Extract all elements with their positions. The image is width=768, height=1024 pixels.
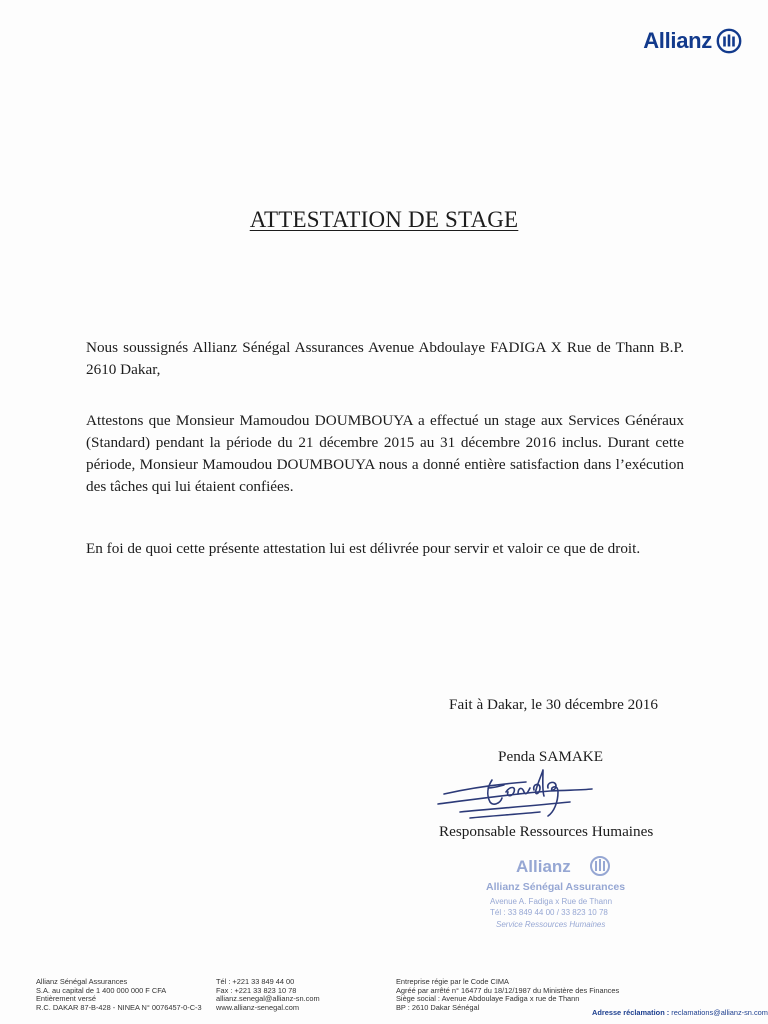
- footer-company-info: [36, 978, 202, 1012]
- complaint-label: Adresse réclamation :: [592, 1008, 670, 1017]
- page-title: [0, 207, 768, 233]
- stamp-line3: Tél : 33 849 44 00 / 33 823 10 78: [490, 908, 608, 917]
- complaint-email[interactable]: reclamations@allianz-sn.com: [671, 1008, 768, 1017]
- footer-line: Allianz Sénégal Assurances: [36, 977, 128, 986]
- footer-email[interactable]: allianz.senegal@allianz-sn.com: [216, 994, 320, 1003]
- allianz-eagle-icon: [716, 28, 742, 54]
- closing-paragraph: En foi de quoi cette présente attestation lui est délivrée pour servir et valoir ce que de droit.: [86, 540, 641, 557]
- footer-fax: Fax : +221 33 823 10 78: [216, 985, 297, 995]
- place-date: Fait à Dakar, le 30 décembre 2016: [449, 696, 658, 713]
- footer-line: R.C. DAKAR 87-B-428 - NINEA N° 0076457-0-C-3: [36, 1002, 202, 1012]
- title-text: ATTESTATION DE STAGE: [249, 207, 519, 232]
- footer-line: Entièrement versé: [36, 994, 96, 1003]
- footer-legal-info: [396, 978, 619, 1012]
- footer-line: BP : 2610 Dakar Sénégal: [396, 1002, 480, 1012]
- footer-phone: Tél : +221 33 849 44 00: [216, 977, 295, 986]
- footer-line: S.A. au capital de 1 400 000 000 F CFA: [36, 985, 167, 995]
- allianz-logo: [643, 28, 742, 54]
- footer-contact-info: [216, 978, 320, 1012]
- footer-complaint: [592, 1009, 768, 1018]
- company-stamp: [474, 852, 674, 934]
- footer-line: Siège social : Avenue Abdoulaye Fadiga x rue de Thann: [396, 994, 580, 1003]
- attestation-paragraph: Attestons que Monsieur Mamoudou DOUMBOUYA a effectué un stage aux Services Généraux (Standard) pendant la période du 21 décembre 2015 au 31 décembre 2016 inclus. Durant cette période, Monsieur Mamoudou DOUMBOUYA nous a donné entière satisfaction dans l’exécution des tâches qui lui étaient confiées.: [86, 412, 684, 495]
- footer-website[interactable]: www.allianz-senegal.com: [216, 1002, 299, 1012]
- signer-role: Responsable Ressources Humaines: [439, 823, 654, 840]
- stamp-eagle-icon: [591, 857, 609, 875]
- stamp-line1: Allianz Sénégal Assurances: [486, 881, 626, 893]
- stamp-brand: Allianz: [516, 857, 571, 876]
- footer-line: Entreprise régie par le Code CIMA: [396, 977, 509, 986]
- footer-line: Agréé par arrêté n° 16477 du 18/12/1987 du Ministère des Finances: [396, 985, 620, 995]
- intro-paragraph: Nous soussignés Allianz Sénégal Assurances Avenue Abdoulaye FADIGA X Rue de Thann B.P. 2610 Dakar,: [86, 339, 684, 378]
- stamp-line2: Avenue A. Fadiga x Rue de Thann: [490, 897, 613, 906]
- handwritten-signature: [430, 764, 600, 822]
- signer-name: Penda SAMAKE: [498, 748, 604, 765]
- logo-wordmark: Allianz: [643, 28, 712, 53]
- stamp-line4: Service Ressources Humaines: [496, 920, 606, 929]
